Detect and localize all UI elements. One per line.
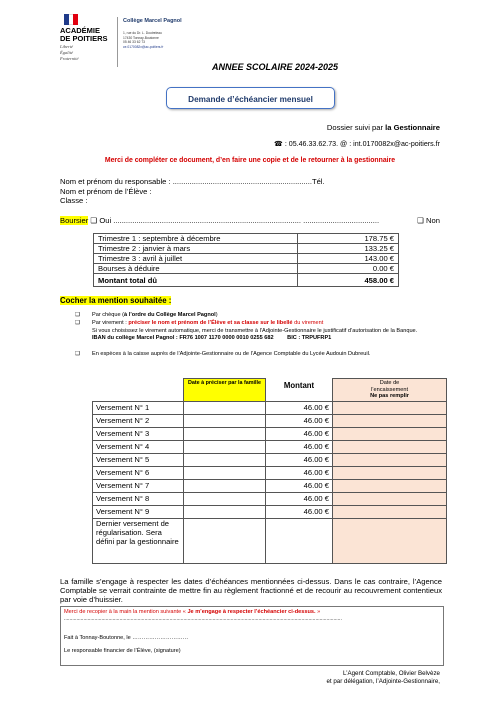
payment-row — [93, 427, 447, 440]
amount-cell: 46.00 € — [266, 492, 333, 505]
fee-label: Trimestre 2 : janvier à mars — [94, 244, 298, 254]
fee-label: Trimestre 3 : avril à juillet — [94, 254, 298, 264]
payment-label: Versement N° 8 — [93, 492, 184, 505]
academie-name: ACADÉMIE DE POITIERS — [60, 26, 108, 43]
amount-cell — [266, 518, 333, 563]
schedule-table — [92, 378, 447, 564]
class-field[interactable]: Classe : — [60, 196, 88, 205]
payment-label: Versement N° 7 — [93, 479, 184, 492]
payment-row — [93, 505, 447, 518]
receipt-cell — [333, 401, 447, 414]
fee-row — [94, 244, 399, 254]
receipt-cell — [333, 466, 447, 479]
amount-cell: 46.00 € — [266, 414, 333, 427]
receipt-cell — [333, 414, 447, 427]
receipt-column-header: Date de l’encaissement Ne pas remplir — [333, 379, 447, 402]
document-title: Demande d’échéancier mensuel — [188, 95, 313, 104]
signature-box — [60, 606, 444, 666]
year-title: ANNEE SCOLAIRE 2024-2025 — [211, 62, 339, 72]
checkbox-icon[interactable]: ❑ — [75, 320, 81, 327]
fee-amount: 143.00 € — [298, 254, 399, 264]
checkbox-icon[interactable]: ❑ — [75, 312, 81, 318]
fees-table — [93, 233, 399, 287]
receipt-cell — [333, 427, 447, 440]
receipt-cell — [333, 479, 447, 492]
date-cell[interactable] — [184, 479, 266, 492]
boursier-oui-checkbox[interactable]: ❑ Oui ......................................................................................... .................................... — [90, 216, 380, 225]
fee-total-amount: 458.00 € — [298, 274, 399, 287]
option-cheque[interactable]: ❑ Par chèque (à l’ordre du Collège Marcel Pagnol) — [75, 312, 218, 318]
payment-options — [75, 312, 445, 358]
copy-instruction: Merci de recopier à la main la mention suivante « Je m’engage à respecter l’échéancier ci-dessus. » — [64, 609, 321, 615]
fee-label: Bourses à déduire — [94, 264, 298, 274]
student-name-field[interactable]: Nom et prénom de l’Élève : — [60, 186, 152, 196]
receipt-cell — [333, 505, 447, 518]
school-info: Collège Marcel Pagnol 1, rue du Dr. L. Doutreleau 17430 Tonnay-Boutonne 05 46 33 62 73 ce.0170082x@ac-poitiers.fr — [123, 18, 182, 49]
payment-row — [93, 492, 447, 505]
payment-label: Versement N° 1 — [93, 401, 184, 414]
date-cell[interactable] — [184, 414, 266, 427]
option-cash[interactable]: ❑ En espèces à la caisse auprès de l’Adjointe-Gestionnaire ou de l’Agence Comptable du Lycée Audouin Dubreuil. — [75, 351, 371, 358]
transfer-note: Si vous choisissez le virement automatique, merci de transmettre à l’Adjointe-Gestionnaire le justificatif d’autorisation de la Banque. — [92, 327, 418, 334]
checkbox-icon[interactable]: ❑ — [75, 351, 81, 358]
amount-cell: 46.00 € — [266, 401, 333, 414]
last-payment-row — [93, 518, 447, 563]
motto: Liberté Égalité Fraternité — [60, 44, 79, 61]
marianne-flag-icon — [64, 14, 78, 25]
boursier-non-checkbox[interactable]: ❑ Non — [417, 216, 440, 225]
fee-label: Trimestre 1 : septembre à décembre — [94, 234, 298, 244]
fee-total-label: Montant total dû — [94, 274, 298, 287]
amount-cell: 46.00 € — [266, 440, 333, 453]
payment-row — [93, 466, 447, 479]
option-transfer[interactable]: ❑ Par virement : préciser le nom et prénom de l’Élève et sa classe sur le libellé du virement — [75, 320, 324, 327]
payment-row — [93, 453, 447, 466]
date-column-header: Date à préciser par la famille — [184, 379, 266, 402]
date-cell[interactable] — [184, 505, 266, 518]
payment-row — [93, 440, 447, 453]
followed-by: Dossier suivi par la Gestionnaire — [326, 123, 440, 132]
amount-cell: 46.00 € — [266, 479, 333, 492]
handwritten-mention-field[interactable]: ........................................................................................................................................................................................................ — [64, 616, 342, 622]
fee-amount: 133.25 € — [298, 244, 399, 254]
receipt-cell — [333, 453, 447, 466]
phone-icon: ☎ — [274, 140, 285, 148]
commitment-text: La famille s’engage à respecter les dates d’échéances mentionnées ci-dessus. Dans le cas contraire, l’Agence Comptable se verrait contrainte de mettre fin au règlement fractionné et de recourir au recouvrement contentieux par voie d’huissier. — [60, 577, 442, 604]
payment-label: Versement N° 9 — [93, 505, 184, 518]
payment-label: Versement N° 3 — [93, 427, 184, 440]
date-cell[interactable] — [184, 440, 266, 453]
boursier-label: Boursier — [60, 216, 89, 225]
payment-row — [93, 401, 447, 414]
amount-cell: 46.00 € — [266, 505, 333, 518]
document-title-box — [166, 87, 335, 109]
iban-line: IBAN du collège Marcel Pagnol : FR76 1007 1170 0000 0010 0255 682 BIC : TRPUFRP1 — [92, 334, 332, 341]
date-cell[interactable] — [184, 466, 266, 479]
payment-row — [93, 479, 447, 492]
fee-total-row — [94, 274, 399, 287]
fee-row — [94, 254, 399, 264]
footer: L’Agent Comptable, Olivier Belvèze et par délégation, l’Adjointe-Gestionnaire, — [326, 670, 440, 685]
amount-cell: 46.00 € — [266, 453, 333, 466]
last-payment-label: Dernier versement de régularisation. Sera défini par la gestionnaire — [93, 518, 184, 563]
payment-label: Versement N° 4 — [93, 440, 184, 453]
fee-amount: 178.75 € — [298, 234, 399, 244]
amount-cell: 46.00 € — [266, 427, 333, 440]
payment-label: Versement N° 5 — [93, 453, 184, 466]
payment-label: Versement N° 6 — [93, 466, 184, 479]
date-cell[interactable] — [184, 401, 266, 414]
identity-fields — [60, 177, 325, 206]
academie-logo — [60, 14, 120, 62]
date-cell[interactable] — [184, 518, 266, 563]
payment-row — [93, 414, 447, 427]
fee-amount: 0.00 € — [298, 264, 399, 274]
receipt-cell — [333, 492, 447, 505]
receipt-cell — [333, 518, 447, 563]
amount-cell: 46.00 € — [266, 466, 333, 479]
date-cell[interactable] — [184, 427, 266, 440]
school-name: Collège Marcel Pagnol — [123, 18, 182, 24]
instruction-text: Merci de compléter ce document, d’en faire une copie et de le retourner à la gestionnaire — [104, 157, 396, 164]
place-date-field[interactable]: Fait à Tonnay-Boutonne, le ………………………… — [64, 635, 189, 641]
parent-name-field[interactable]: Nom et prénom du responsable : ..................................................................Tél. — [60, 177, 325, 186]
payment-label: Versement N° 2 — [93, 414, 184, 427]
header-divider — [117, 17, 118, 67]
choose-title: Cocher la mention souhaitée : — [60, 296, 172, 305]
date-cell[interactable] — [184, 492, 266, 505]
amount-column-header: Montant — [266, 379, 333, 402]
boursier-line — [60, 216, 440, 225]
signature-field[interactable]: Le responsable financier de l’Élève, (signature) — [64, 648, 181, 654]
school-email[interactable]: ce.0170082x@ac-poitiers.fr — [123, 44, 164, 49]
fee-row — [94, 264, 399, 274]
receipt-cell — [333, 440, 447, 453]
date-cell[interactable] — [184, 453, 266, 466]
fee-row — [94, 234, 399, 244]
contact-line: ☎ : 05.46.33.62.73. @ : int.0170082x@ac-poitiers.fr — [274, 140, 440, 148]
